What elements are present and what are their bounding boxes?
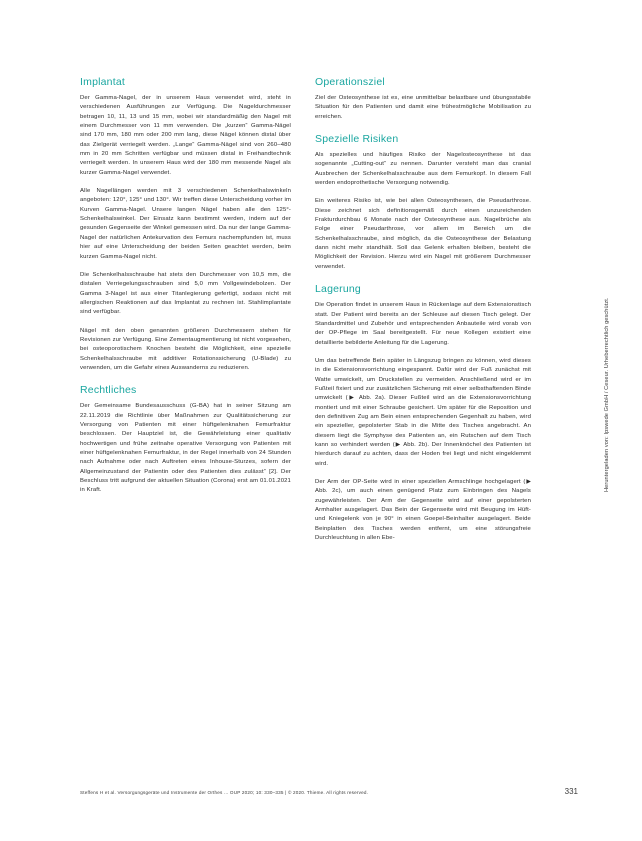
page-footer-citation: Steffens H et al. Versorgungsgeräte und Instrumente der Orthes ... OUP 2020; 10: 330–335 | © 2020. Thieme. All rights reserved. bbox=[80, 790, 369, 795]
download-notice-sidebar: Heruntergeladen von: Ipswede GmbH / Ceseur. Urheberrechtlich geschützt. bbox=[604, 297, 610, 493]
section-heading-lagerung: Lagerung bbox=[315, 283, 361, 296]
paragraph-lagerung-3: Der Arm der OP-Seite wird in einer speziellen Armschlinge hochgelagert (▶ Abb. 2c), um auch einen genügend Platz zum Einbringen des Nagels zugewährleisten. Der Arm der Gegenseite wird auf einer gepolsterten Armhalter ausgelagert. Das Bein der Gegenseite wird mit Beugung im Hüft- und Kniegelenk von je 90° in einen Goepel-Beinhalter ausgelagert. Beide Beinplatten des Tisches werden entfernt, um eine störungsfreie Durchleuchtung in allen Ebe- bbox=[315, 479, 531, 542]
paragraph-operationsziel-1: Ziel der Osteosynthese ist es, eine unmittelbar belastbare und übungsstabile Situation für den Patienten und damit eine frühestmögliche Mobilisation zu erreichen. bbox=[315, 95, 531, 120]
paragraph-rechtliches-1: Der Gemeinsame Bundesausschuss (G-BA) hat in seiner Sitzung am 22.11.2019 die Richtlinie über Maßnahmen zur Qualitätssicherung zur Versorgung von Patienten mit einer hüftgelenknahen Femurfraktur beschlossen. Der Hauptziel ist, die Gewährleistung einer qualitativ hochwertigen und frühe zeitnahe operative Versorgung von Patienten mit einer hüftgelenknahen Femurfraktur, in der Regel innerhalb von 24 Stunden nach Aufnahme oder nach Auftreten eines Inhouse-Sturzes, sofern der Allgemeinzustand der Patientin oder des Patienten dies zulässt“ [2]. Der Beschluss tritt aufgrund der aktuellen Situation (Corona) erst am 01.01.2021 in Kraft. bbox=[80, 403, 291, 494]
paragraph-implantat-2: Alle Nagellängen werden mit 3 verschiedenen Schenkelhalswinkeln angeboten: 120°, 125° und 130°. Wir treffen diese Unterscheidung vorher im Kurven Gamma-Nagel. Unsere langen Nägel haben alle den 125°-Schenkelhalswinkel. Der Einsatz kann bestimmt werden, indem auf der gesunden Gegenseite der Winkel gemessen wird. Da nur der lange Gamma-Nagel der natürlichen Antekurvation des Femurs nachempfunden ist, muss hier auf eine Unterscheidung der beiden Seiten geachtet werden, beim kurzen Gamma-Nagel nicht. bbox=[80, 188, 291, 260]
section-heading-rechtliches: Rechtliches bbox=[80, 384, 137, 397]
paragraph-implantat-3: Die Schenkelhalsschraube hat stets den Durchmesser von 10,5 mm, die distalen Verriegelungsschrauben sind 5,0 mm Vollgewindebolzen. Der Gamma 3-Nagel ist aus einer Titanlegierung gefertigt, sodass nicht mit allergischen Reaktionen auf das Implantat zu rechnen ist. Stahlimplantate sind verfügbar. bbox=[80, 271, 291, 316]
section-heading-operationsziel: Operationsziel bbox=[315, 76, 385, 88]
paragraph-lagerung-1: Die Operation findet in unserem Haus in Rückenlage auf dem Extensionstisch statt. Der Patient wird bereits an der Schleuse auf diesen Tisch gelegt. Der Standardmittel und Zubehör und entsprechenden Anbauteile wird vorab von der OP-Pflege im Saal bereitgestellt. Für neue Kollegen existiert eine detaillierte bebilderte Anleitung für die Lagerung. bbox=[315, 302, 531, 346]
paragraph-implantat-4: Nägel mit den oben genannten größeren Durchmessern stehen für Revisionen zur Verfügung. Eine Zementaugmentierung ist nicht vorgesehen, bei osteoporotischem Knochen besteht die Möglichkeit, eine spezielle Schenkelhalsschraube mit additiver Rotationssicherung (U-Blade) zu verwenden, um die Gefahr eines Auswanderns zu reduzieren. bbox=[80, 327, 291, 371]
right-column bbox=[315, 76, 531, 552]
paragraph-lagerung-2: Um das betreffende Bein später in Längszug bringen zu können, wird dieses in die Extensionsvorrichtung eingespannt. Dafür wird der Fuß zunächst mit Watte umwickelt, um Druckstellen zu vermeiden. Anschließend wird er im Fußteil fixiert und zur zusätzlichen Sicherung mit einer selbsthaftenden Binde umwickelt (▶ Abb. 2a). Dieser Fußteil wird an die Extensionsvorrichtung montiert und mit einer Schraube gesichert. Um später für die Reposition und den definitiven Zug am Bein einen entsprechenden Gegenhalt zu haben, wird ein spezieller, gepolsterter Stab in die Mitte des Tisches angebracht. An diesem liegt die Symphyse des Patienten an, ein Rutschen auf dem Tisch kann so verhindert werden (▶ Abb. 2b). Der Innenknöchel des Patienten ist hierdurch darauf zu achten, dass der Hoden frei liegt und nicht eingeklemmt wird. bbox=[315, 357, 531, 467]
section-heading-spezielle-risiken: Spezielle Risiken bbox=[315, 133, 399, 146]
paragraph-risiken-1: Als spezielles und häufiges Risiko der Nagelosteosynthese ist das sogenannte „Cutting-out“ zu nennen. Darunter versteht man das cranial Ausbrechen der Schenkelhalsschraube aus dem Femurkopf. In diesem Fall werden endoprothetische Versorgung notwendig. bbox=[315, 152, 531, 187]
paragraph-implantat-1: Der Gamma-Nagel, der in unserem Haus verwendet wird, steht in verschiedenen Ausführungen zur Verfügung. Die Nageldurchmesser betragen 10, 11, 13 und 15 mm, wobei wir standardmäßig den Nagel mit einem Durchmesser von 11 mm verwenden. Die „kurzen“ Gamma-Nägel sind 170 mm, 180 mm oder 200 mm lang, diese Nägel können distal über das Zielgerät verriegelt werden. „Lange“ Gamma-Nägel sind von 260–480 mm in 20 mm Schritten verfügbar und müssen distal in Freihandtechnik verriegelt werden. In unserem Haus wird der 180 mm messende Nagel als kurzer Gamma-Nagel verwendet. bbox=[80, 95, 291, 176]
page-number: 331 bbox=[564, 787, 578, 796]
paragraph-risiken-2: Ein weiteres Risiko ist, wie bei allen Osteosynthesen, die Pseudarthrose. Diese zeichnet sich definitionsgemäß durch einen unzureichenden Frakturdurchbau 6 Monate nach der Osteosynthese aus. Nagelbrüche als Folge einer Pseudarthrose, vor allem im Bereich um die Schenkelhalsschraube, sind möglich, da die Osteosynthese der Belastung dann nicht mehr standhält. Soll das Gelenk erhalten bleiben, besteht die Möglichkeit der Revision. Hierzu wird ein Nagel mit größerem Durchmesser verwendet. bbox=[315, 198, 531, 270]
section-heading-implantat: Implantat bbox=[80, 76, 125, 88]
left-column bbox=[80, 76, 291, 505]
